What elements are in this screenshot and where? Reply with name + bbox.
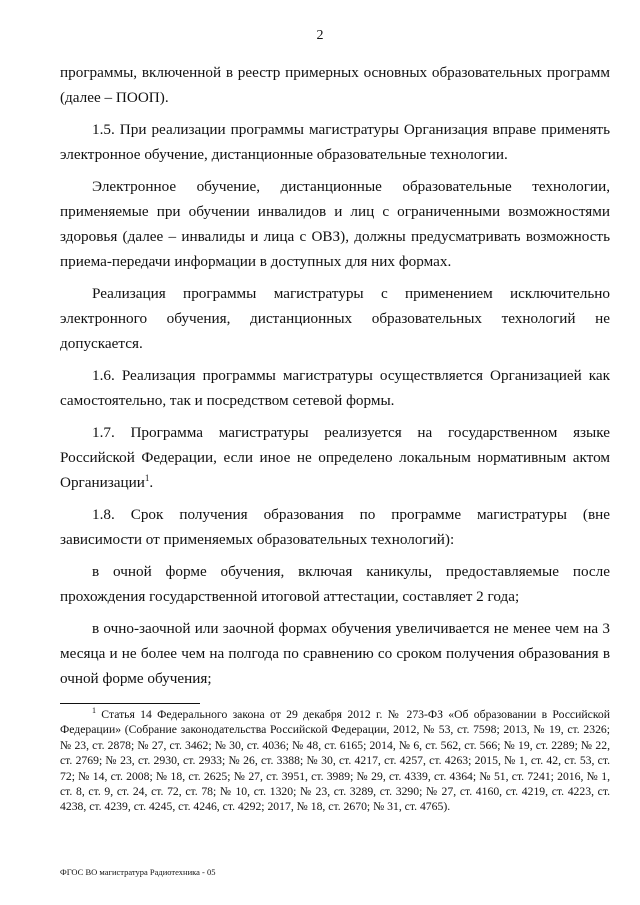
paragraph-part-time: в очно-заочной или заочной формах обучения увеличивается не менее чем на 3 месяца и не более чем на полгода по сравнению со сроком получения образования в очной форме обучения; <box>60 620 610 687</box>
page-footer: ФГОС ВО магистратура Радиотехника - 05 <box>60 867 216 877</box>
paragraph-1-8: 1.8. Срок получения образования по программе магистратуры (вне зависимости от применяемых образовательных технологий): <box>60 506 610 548</box>
paragraph-e-learning-ovz: Электронное обучение, дистанционные образовательные технологии, применяемые при обучении инвалидов и лиц с ограниченными возможностями здоровья (далее – инвалиды и лица с ОВЗ), должны предусматривать возможность приема-передачи информации в доступных для них формах. <box>60 178 610 270</box>
paragraph-1-6: 1.6. Реализация программы магистратуры осуществляется Организацией как самостоятельно, так и посредством сетевой формы. <box>60 367 610 409</box>
paragraph-1-5: 1.5. При реализации программы магистратуры Организация вправе применять электронное обучение, дистанционные образовательные технологии. <box>60 121 610 163</box>
paragraph-full-time: в очной форме обучения, включая каникулы, предоставляемые после прохождения государственной итоговой аттестации, составляет 2 года; <box>60 563 610 605</box>
footnote-divider <box>60 703 200 704</box>
footnote-marker: 1 <box>92 706 96 716</box>
paragraph-exclusive-e-learning: Реализация программы магистратуры с применением исключительно электронного обучения, дистанционных образовательных технологий не допускается. <box>60 285 610 352</box>
footnote <box>60 707 610 815</box>
document-body <box>60 60 610 691</box>
paragraph-1-7-text: 1.7. Программа магистратуры реализуется на государственном языке Российской Федерации, если иное не определено локальным нормативным актом Организации <box>60 424 610 491</box>
paragraph-1-7: 1.7. Программа магистратуры реализуется на государственном языке Российской Федерации, если иное не определено локальным нормативным актом Организации$^1$. <box>60 424 610 491</box>
footnote-text: Статья 14 Федерального закона от 29 декабря 2012 г. № 273-ФЗ «Об образовании в Российской Федерации» (Собрание законодательства Российской Федерации, 2012, № 53, ст. 7598; 2013, № 19, ст. 2326; № 23, ст. 2878; № 27, ст. 3462; № 30, ст. 4036; № 48, ст. 6165; 2014, № 6, ст. 562, ст. 566; № 19, ст. 2289; № 22, ст. 2769; № 23, ст. 2930, ст. 2933; № 26, ст. 3388; № 30, ст. 4217, ст. 4257, ст. 4263; 2015, № 1, ст. 42, ст. 53, ст. 72; № 14, ст. 2008; № 18, ст. 2625; № 27, ст. 3951, ст. 3989; № 29, ст. 4339, ст. 4364; № 51, ст. 7241; 2016, № 1, ст. 8, ст. 9, ст. 24, ст. 72, ст. 78; № 10, ст. 1320; № 23, ст. 3289, ст. 3290; № 27, ст. 4160, ст. 4219, ст. 4223, ст. 4238, ст. 4239, ст. 4245, ст. 4246, ст. 4292; 2017, № 18, ст. 2670; № 31, ст. 4765). <box>60 708 610 814</box>
paragraph-poop: программы, включенной в реестр примерных основных образовательных программ (далее – ПООП). <box>60 64 610 106</box>
footnote-reference[interactable]: 1 <box>144 472 150 483</box>
page-number: 2 <box>316 28 324 43</box>
